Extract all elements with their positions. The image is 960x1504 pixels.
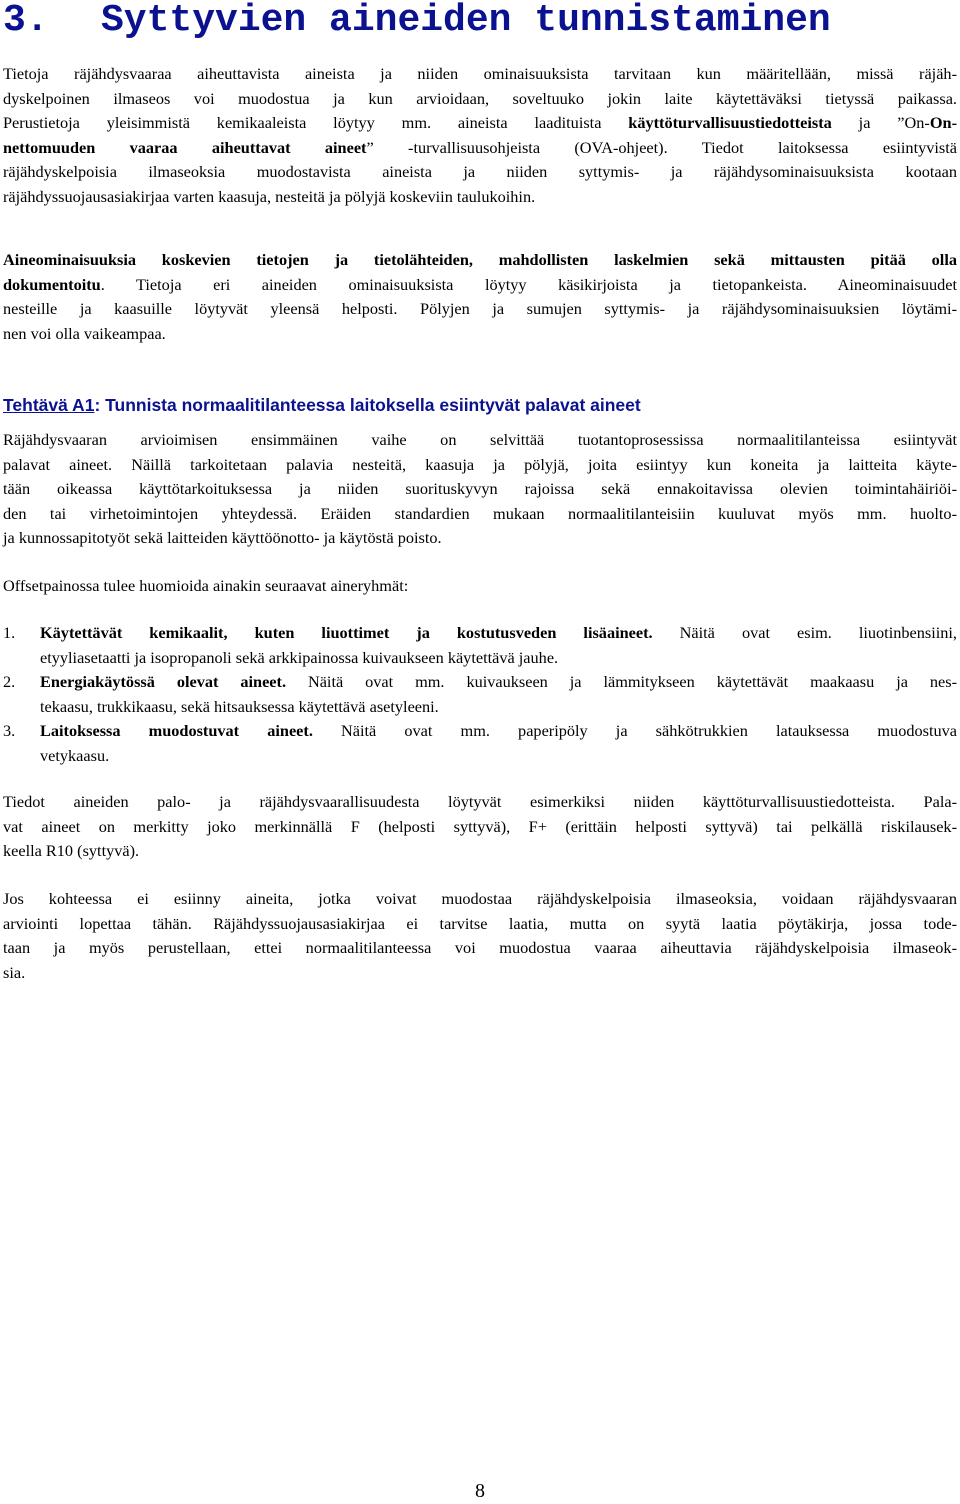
documentation-line-4: nen voi olla vaikeampaa.	[3, 323, 166, 343]
safety-line-1: Tiedot aineiden palo- ja räjähdysvaarallisuudesta löytyvät esimerkiksi niiden käyttöturvallisuustiedotteista. Pala-	[3, 792, 957, 811]
list-item-title: Energiakäytössä olevat aineet.	[40, 672, 287, 692]
page-number: 8	[475, 1480, 485, 1502]
task-line-1: Räjähdysvaaran arvioimisen ensimmäinen vaihe on selvittää tuotantoprosessissa normaalitilanteissa esiintyvät	[3, 430, 957, 449]
task-line-5: ja kunnossapitotyöt sekä laitteiden käyttöönotto- ja käytöstä poisto.	[3, 528, 442, 548]
intro-line-3: Perustietoja yleisimmistä kemikaaleista löytyy mm. aineista laadituista käyttöturvallisuustiedotteista ja ”On-On-	[3, 113, 957, 133]
list-item: 3. Laitoksessa muodostuvat aineet. Näitä ovat mm. paperipöly ja sähkötrukkien latauksessa muodostuva vetykaasu.	[3, 721, 957, 765]
intro-line-2: dyskelpoinen ilmaseos voi muodostua ja kun arvioidaan, soveltuuko jokin laite käytettäväksi tietyssä paikassa.	[3, 88, 957, 108]
conclusion-line-2: arviointi lopettaa tähän. Räjähdyssuojausasiakirjaa ei tarvitse laatia, mutta on syytä laatia pöytäkirja, jossa tode-	[3, 913, 957, 933]
task-paragraph	[3, 428, 957, 551]
intro-paragraph	[3, 62, 957, 210]
documentation-line-3: nesteille ja kaasuille löytyvät yleensä helposti. Pölyjen ja sumujen syttymis- ja räjähdysominaisuuksien löytämi-	[3, 299, 957, 319]
intro-line-4: nettomuuden vaaraa aiheuttavat aineet” -turvallisuusohjeista (OVA-ohjeet). Tiedot laitoksessa esiintyvistä	[3, 137, 957, 157]
task-label: Tehtävä A1	[3, 395, 95, 415]
list-item: 2. Energiakäytössä olevat aineet. Näitä ovat mm. kuivaukseen ja lämmitykseen käytettävät maakaasu ja nes- tekaasu, trukkikaasu, sekä hitsauksessa käytettävä asetyleeni.	[3, 672, 958, 716]
documentation-line-1: Aineominaisuuksia koskevien tietojen ja tietolähteiden, mahdollisten laskelmien sekä mittausten pitää olla	[3, 250, 957, 269]
conclusion-line-4: sia.	[3, 962, 26, 982]
safety-line-2: vat aineet on merkitty joko merkinnällä F (helposti syttyvä), F+ (erittäin helposti syttyvä) tai pelkällä riskilausek-	[3, 816, 957, 836]
list-number: 3.	[3, 721, 16, 741]
intro-line-6: räjähdyssuojausasiakirjaa varten kaasuja, nesteitä ja pölyjä koskeviin taulukoihin.	[3, 186, 536, 206]
conclusion-line-3: taan ja myös perustellaan, ettei normaalitilanteessa voi muodostua vaaraa aiheuttavia räjähdyskelpoisia ilmaseok-	[3, 938, 957, 958]
list-item-title: Käytettävät kemikaalit, kuten liuottimet ja kostutusveden lisäaineet.	[40, 623, 653, 642]
task-line-4: den tai virhetoimintojen yhteydessä. Eräiden standardien mukaan normaalitilanteisiin kuuluvat myös mm. huolto-	[3, 503, 957, 523]
section-title: Syttyvien aineiden tunnistaminen	[101, 0, 831, 42]
list-item-title: Laitoksessa muodostuvat aineet.	[40, 721, 313, 741]
list-number: 1.	[3, 623, 16, 642]
section-number: 3.	[3, 0, 49, 42]
safety-info-paragraph	[3, 790, 957, 864]
substance-group-list	[3, 621, 957, 769]
intro-line-1: Tietoja räjähdysvaaraa aiheuttavista aineista ja niiden ominaisuuksista tarvitaan kun määritellään, missä räjäh-	[3, 64, 957, 83]
list-item: 1. Käytettävät kemikaalit, kuten liuottimet ja kostutusveden lisäaineet. Näitä ovat esim. liuotinbensiini, etyyliasetaatti ja isopropanoli sekä arkkipainossa kuivaukseen käytettävä jauhe.	[3, 623, 957, 667]
documentation-line-2: dokumentoitu. Tietoja eri aineiden ominaisuuksista löytyy käsikirjoista ja tietopankeista. Aineominaisuudet	[3, 274, 957, 294]
conclusion-line-1: Jos kohteessa ei esiinny aineita, jotka voivat muodostaa räjähdyskelpoisia ilmaseoksia, voidaan räjähdysvaaran	[3, 889, 957, 908]
safety-line-3: keella R10 (syttyvä).	[3, 841, 140, 861]
section-heading	[3, 0, 831, 44]
task-title: : Tunnista normaalitilanteessa laitoksella esiintyvät palavat aineet	[94, 395, 641, 415]
intro-line-5: räjähdyskelpoisia ilmaseoksia muodostavista aineista ja niiden syttymis- ja räjähdysominaisuuksista kootaan	[3, 162, 957, 182]
task-heading	[3, 392, 641, 418]
task-line-2: palavat aineet. Näillä tarkoitetaan palavia nesteitä, kaasuja ja pölyjä, joita esiintyy kun koneita ja laitteita käyte-	[3, 454, 957, 474]
list-number: 2.	[3, 672, 16, 692]
offset-intro: Offsetpainossa tulee huomioida ainakin seuraavat aineryhmät:	[3, 576, 409, 595]
conclusion-paragraph	[3, 887, 957, 985]
documentation-paragraph	[3, 248, 957, 346]
task-line-3: tään oikeassa käyttötarkoituksessa ja niiden suorituskyvyn rajoissa sekä ennakoitavissa olevien toimintahäiriöi-	[3, 479, 957, 499]
